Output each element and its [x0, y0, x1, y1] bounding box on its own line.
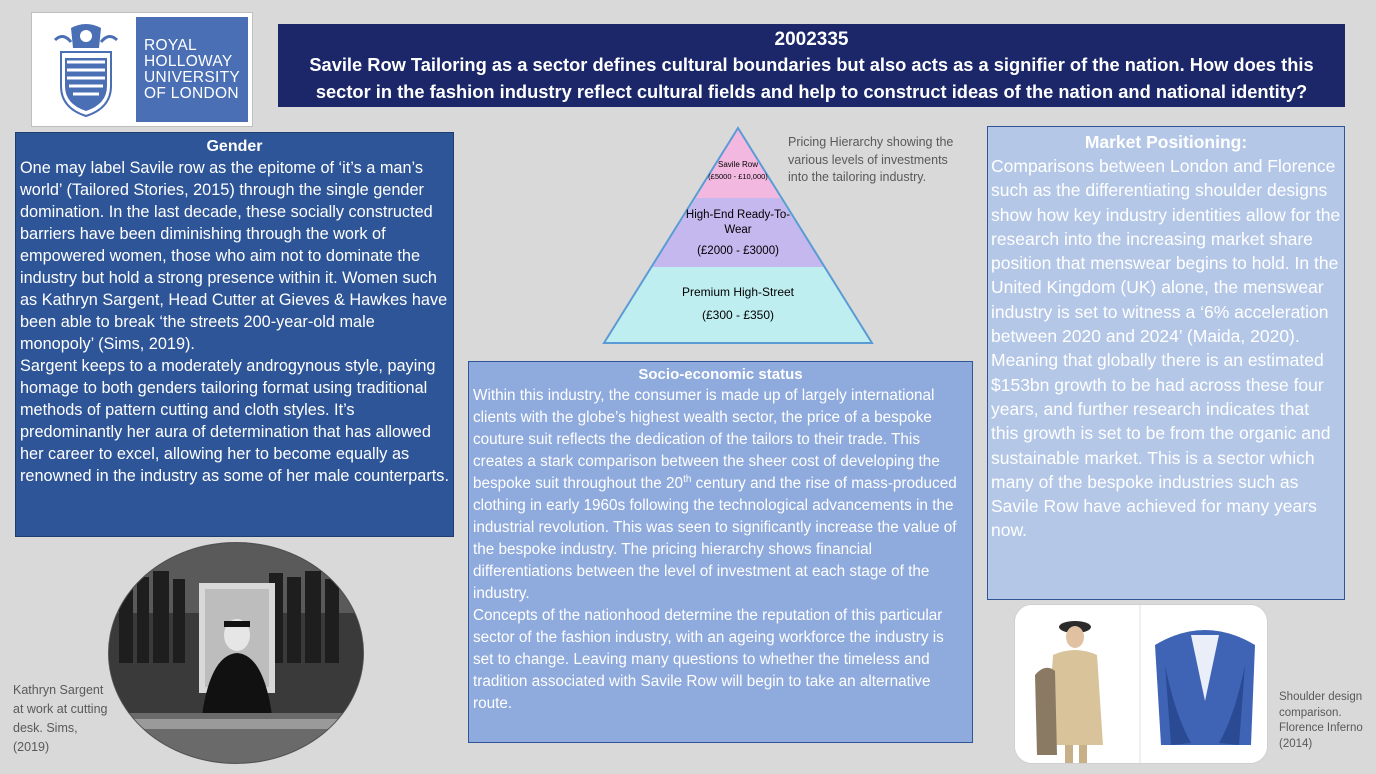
gender-paragraph-1: One may label Savile row as the epitome of ‘it’s a man’s world’ (Tailored Stories, 2015) through the single gender domination. In the last decade, these socially constructed barriers have been diminishing through the work of empowered women, those who aim not to dominate the industry but hold a strong presence within it. Women such as Kathryn Sargent, Head Cutter at Gieves & Hawkes have been able to break ‘the streets 200-year-old male monopoly’ (Sims, 2019). [20, 159, 448, 353]
socio-economic-section [468, 361, 973, 743]
logo-line: ROYAL [144, 36, 197, 54]
title-banner [278, 24, 1345, 107]
student-id: 2002335 [774, 29, 849, 50]
socio-paragraph-1: Within this industry, the consumer is made up of largely international clients with the globe’s highest wealth sector, the price of a bespoke couture suit reflects the dedication of the tailors to their trade. This creates a stark comparison between the sheer cost of developing the bespoke suit throughout the 20th century and the rise of mass-produced clothing in early 1960s following the technological advancements in the industrial revolution. This was seen to significantly increase the value of the bespoke industry. The pricing hierarchy shows financial differentiations between the level of investment at each stage of the industry. [473, 387, 957, 602]
crest-icon [36, 17, 136, 122]
tier-bottom-price: (£300 - £350) [701, 308, 775, 322]
gender-section [15, 132, 454, 537]
shoulder-caption: Shoulder design comparison. Florence Inferno (2014) [1279, 691, 1363, 750]
gender-paragraph-2: Sargent keeps to a moderately androgynous style, paying homage to both genders tailoring format using traditional methods of pattern cutting and cloth styles. It’s predominantly her aura of determination that has allowed her career to excel, allowing her to become equally as renowned in the industry as some of her male counterparts. [20, 357, 449, 485]
tier-middle-price: (£2000 - £3000) [697, 245, 779, 257]
tier-middle-label-2: Wear [724, 224, 752, 236]
logo-line: HOLLOWAY [144, 52, 233, 70]
university-logo [31, 12, 253, 127]
market-paragraph: Comparisons between London and Florence such as the differentiating shoulder designs show how key industry identities allow for the research into the increasing market share position that menswear begins to hold. In the United Kingdom (UK) alone, the menswear industry is set to witness a ‘6% acceleration between 2020 and 2024’ (Maida, 2020). Meaning that globally there is an estimated $153bn growth to be had across these four years, and further research indicates that this growth is set to be from the organic and sustainable market. This is a sector which many of the bespoke industries such as Savile Row have achieved for many years now. [991, 156, 1341, 541]
pyramid-caption: Pricing Hierarchy showing the various levels of investments into the tailoring industry. [788, 135, 954, 184]
logo-line: OF LONDON [144, 84, 239, 102]
socio-heading: Socio-economic status [638, 366, 803, 383]
logo-wordmark [136, 38, 240, 102]
shoulder-comparison-image [1014, 604, 1268, 764]
market-heading: Market Positioning: [1084, 132, 1248, 152]
gender-heading: Gender [206, 138, 263, 155]
tier-bottom-label: Premium High-Street [681, 285, 795, 299]
tailor-photo [108, 542, 364, 764]
tier-middle-label-1: High-End Ready-To- [685, 209, 791, 221]
logo-line: UNIVERSITY [144, 68, 241, 86]
market-positioning-section [987, 126, 1345, 600]
tier-top-price: (£5000 - £10,000) [708, 172, 768, 181]
photo-caption: Kathryn Sargent at work at cutting desk. Sims, (2019) [13, 683, 108, 754]
socio-paragraph-2: Concepts of the nationhood determine the reputation of this particular sector of the fashion industry, with an ageing workforce the industry is set to change. Leaving many questions to whether the timeless and tradition associated with Savile Row will begin to take an alternative route. [473, 607, 944, 712]
tier-top-label: Savile Row [717, 160, 759, 169]
research-question: Savile Row Tailoring as a sector defines cultural boundaries but also acts as a signifier of the nation. How does this sector in the fashion industry reflect cultural fields and help to construct ideas of the nation and national identity? [309, 54, 1314, 102]
